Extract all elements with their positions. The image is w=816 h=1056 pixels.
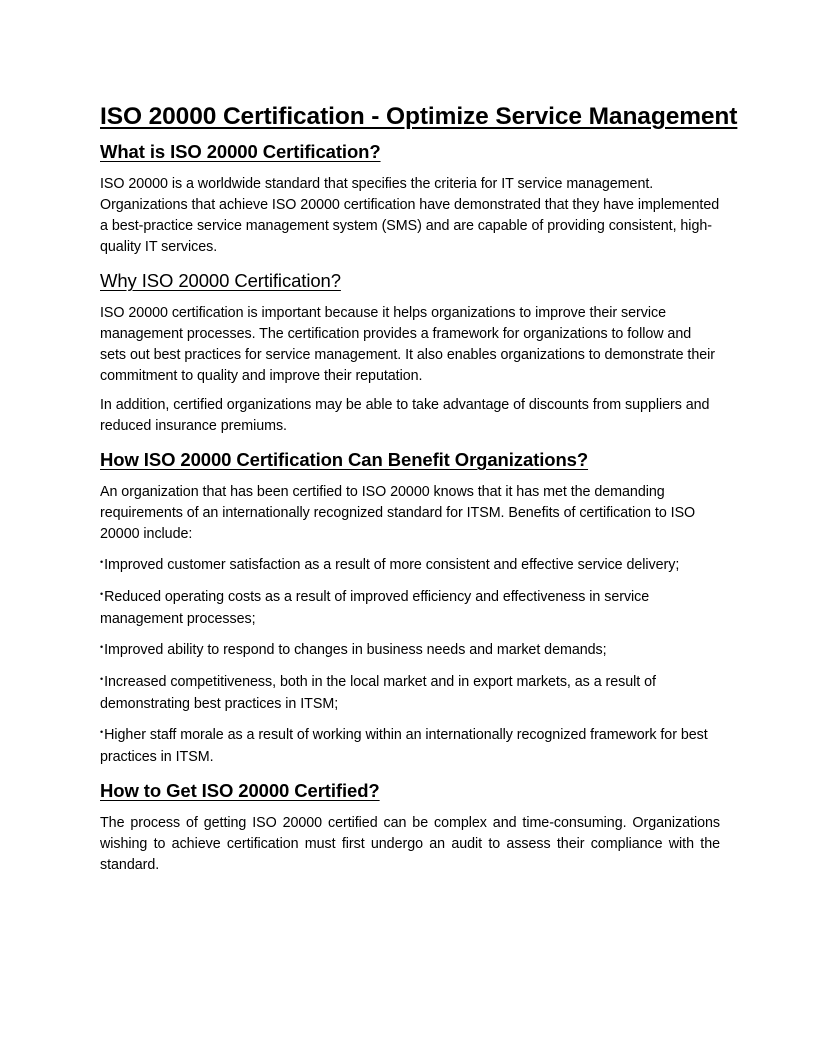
document-title: ISO 20000 Certification - Optimize Service Management — [100, 103, 738, 130]
bullet-text: Reduced operating costs as a result of improved efficiency and effectiveness in service management processes; — [100, 589, 650, 627]
bullet-text: Improved ability to respond to changes in business needs and market demands; — [104, 642, 607, 658]
section-paragraph: ISO 20000 certification is important because it helps organizations to improve their service management processes. The certification provides a framework for organizations to follow and sets out best practices for service management. It also enables organizations to demonstrate their commitment to quality and improve their reputation. — [100, 305, 715, 384]
bullet-text: Higher staff morale as a result of working within an internationally recognized framework for best practices in ITSM. — [100, 727, 708, 765]
bullet-icon: • — [100, 589, 104, 599]
document-page — [100, 100, 738, 876]
bullet-text: Increased competitiveness, both in the local market and in export markets, as a result of demonstrating best practices in ITSM; — [100, 674, 656, 712]
bullet-item — [100, 725, 720, 768]
bullet-icon: • — [100, 674, 104, 684]
section-paragraph: The process of getting ISO 20000 certified can be complex and time-consuming. Organizations wishing to achieve certification must first undergo an audit to assess their compliance with the standard. — [100, 815, 720, 873]
bullet-item — [100, 555, 720, 577]
section-paragraph: In addition, certified organizations may be able to take advantage of discounts from suppliers and reduced insurance premiums. — [100, 397, 710, 434]
section-heading-what-is: What is ISO 20000 Certification? — [100, 141, 381, 162]
bullet-item — [100, 587, 720, 630]
bullet-item — [100, 640, 720, 662]
section-paragraph: An organization that has been certified to ISO 20000 knows that it has met the demanding requirements of an internationally recognized standard for ITSM. Benefits of certification to ISO 20000 include: — [100, 484, 696, 542]
section-heading-why: Why ISO 20000 Certification? — [100, 270, 341, 291]
bullet-icon: • — [100, 727, 104, 737]
section-heading-benefits: How ISO 20000 Certification Can Benefit Organizations? — [100, 449, 589, 470]
bullet-item — [100, 672, 720, 715]
bullet-icon: • — [100, 642, 104, 652]
bullet-text: Improved customer satisfaction as a result of more consistent and effective service delivery; — [104, 557, 680, 573]
section-paragraph: ISO 20000 is a worldwide standard that specifies the criteria for IT service management. Organizations that achieve ISO 20000 certification have demonstrated that they have implemented a best-practice service management system (SMS) and are capable of providing consistent, high-quality IT services. — [100, 176, 720, 255]
section-heading-how-to: How to Get ISO 20000 Certified? — [100, 780, 380, 801]
bullet-icon: • — [100, 557, 104, 567]
